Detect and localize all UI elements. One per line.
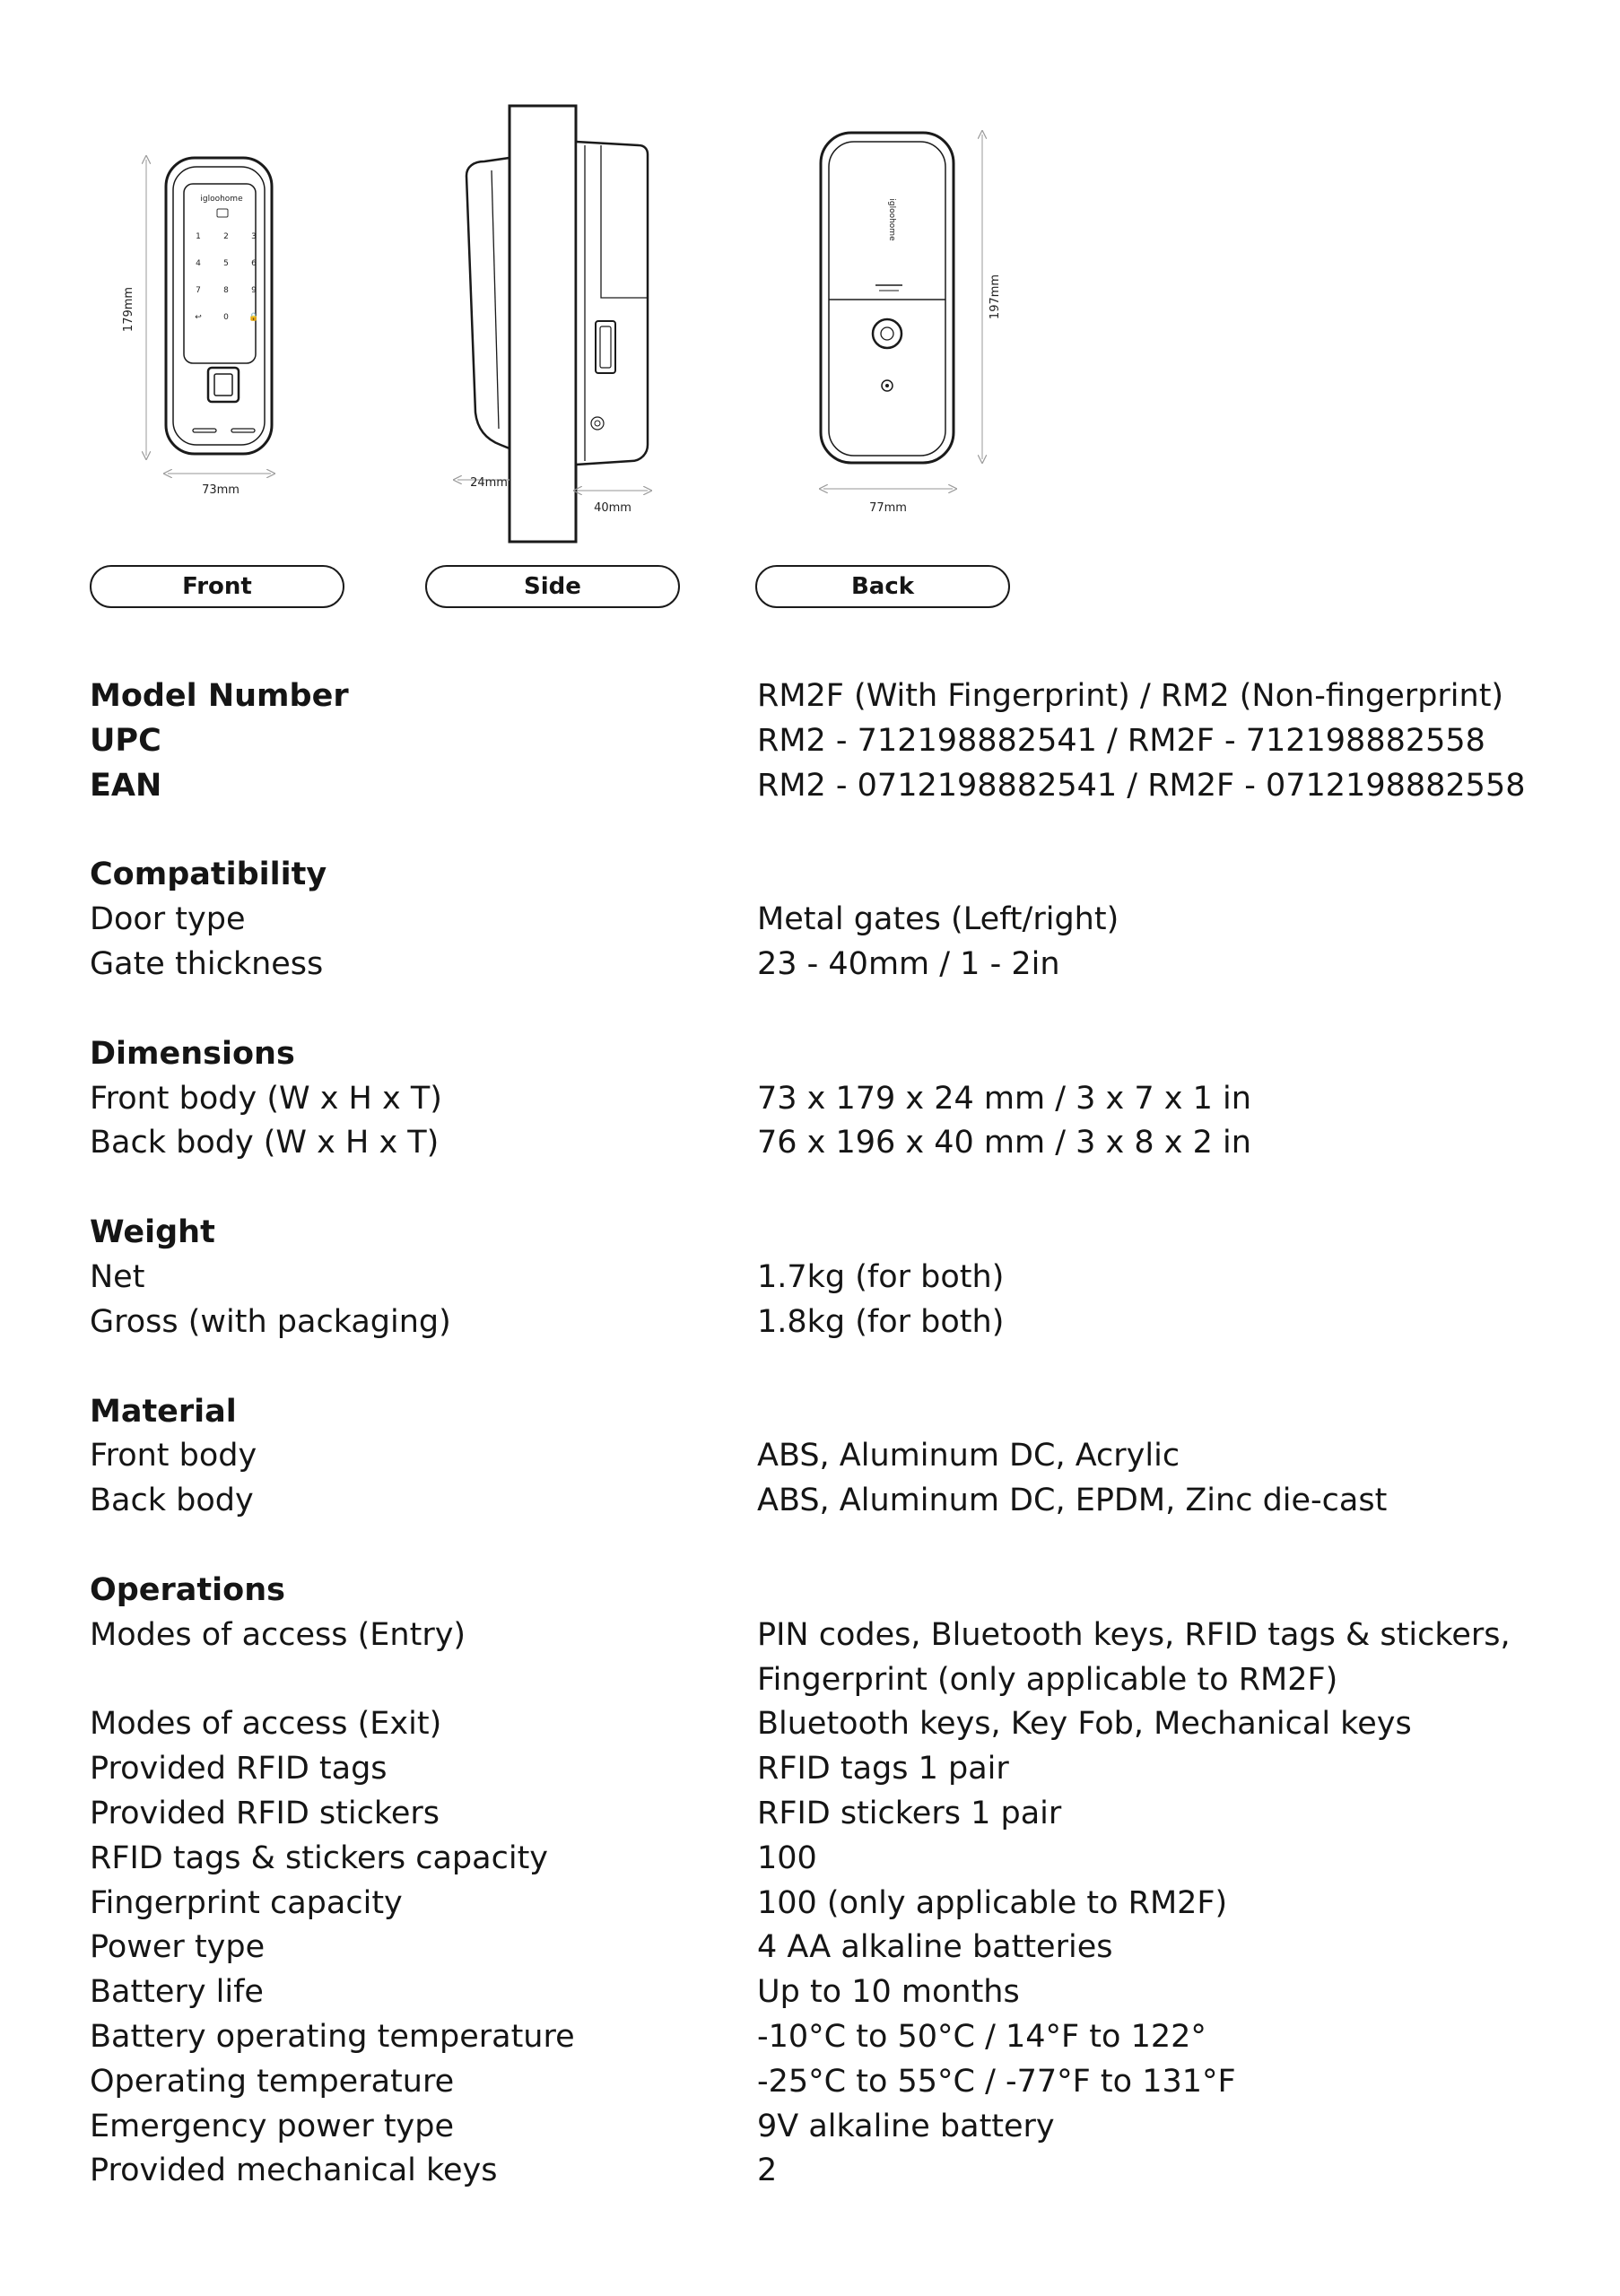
specifications — [90, 674, 1570, 2239]
back-width-label: 77mm — [869, 501, 907, 515]
spec-value: 1.8kg (for both) — [757, 1303, 1005, 1340]
operations-group — [90, 1569, 1570, 2194]
front-brand: igloohome — [200, 195, 243, 204]
spec-value: 2 — [757, 2152, 778, 2189]
side-front-thickness-label: 24mm — [470, 476, 508, 490]
spec-value: RM2 - 0712198882541 / RM2F - 0712198882558 — [757, 767, 1526, 804]
dimensions-group — [90, 1032, 1570, 1166]
spec-value: -25°C to 55°C / -77°F to 131°F — [757, 2063, 1236, 2100]
spec-row — [90, 1702, 1570, 1747]
spec-value: -10°C to 50°C / 14°F to 122° — [757, 2018, 1206, 2055]
back-height-label: 197mm — [989, 274, 1002, 320]
key-4: 4 — [196, 259, 201, 268]
spec-row — [90, 1300, 1570, 1345]
spec-row — [90, 1434, 1570, 1479]
front-width-label: 73mm — [202, 483, 240, 497]
group-title: Material — [90, 1393, 237, 1430]
front-height-label: 179mm — [122, 286, 135, 333]
spec-value: Up to 10 months — [757, 1974, 1020, 2011]
spec-value: RM2 - 712198882541 / RM2F - 712198882558 — [757, 722, 1485, 759]
key-3: 3 — [251, 232, 257, 241]
spec-label: Power type — [90, 1929, 266, 1966]
spec-label: Back body (W x H x T) — [90, 1125, 440, 1161]
spec-label: Provided mechanical keys — [90, 2152, 498, 2189]
spec-value: Bluetooth keys, Key Fob, Mechanical keys — [757, 1706, 1412, 1743]
side-back-thickness-label: 40mm — [594, 501, 631, 515]
spec-row — [90, 1882, 1570, 1926]
spec-label: Emergency power type — [90, 2108, 455, 2144]
front-view-tag: Front — [90, 565, 344, 608]
key-7: 7 — [196, 286, 201, 295]
back-brand: igloohome — [887, 198, 896, 241]
group-title: Compatibility — [90, 857, 327, 893]
spec-value: PIN codes, Bluetooth keys, RFID tags & stickers, Fingerprint (only applicable to RM2F) — [757, 1616, 1511, 1698]
spec-row — [90, 1077, 1570, 1122]
spec-row — [90, 1792, 1570, 1837]
key-back: ↩ — [195, 313, 202, 322]
spec-row — [90, 1479, 1570, 1524]
spec-row-ean — [90, 764, 1570, 809]
spec-label: EAN — [90, 767, 162, 804]
spec-value: 73 x 179 x 24 mm / 3 x 7 x 1 in — [757, 1080, 1251, 1117]
spec-label: Front body — [90, 1438, 257, 1474]
spec-row — [90, 1747, 1570, 1792]
compatibility-group — [90, 853, 1570, 987]
spec-label: Modes of access (Entry) — [90, 1616, 466, 1653]
key-5: 5 — [223, 259, 229, 268]
spec-row — [90, 943, 1570, 987]
spec-label: Model Number — [90, 678, 349, 714]
identifiers-group — [90, 674, 1570, 808]
spec-row — [90, 2149, 1570, 2194]
key-6: 6 — [251, 259, 257, 268]
spec-value: RFID tags 1 pair — [757, 1751, 1009, 1787]
spec-row — [90, 1970, 1570, 2015]
spec-label: UPC — [90, 722, 161, 759]
front-view-drawing — [122, 158, 272, 497]
spec-label: Provided RFID tags — [90, 1751, 388, 1787]
spec-label: Battery operating temperature — [90, 2018, 575, 2055]
spec-label: Modes of access (Exit) — [90, 1706, 442, 1743]
back-view-tag: Back — [755, 565, 1010, 608]
side-view-tag: Side — [425, 565, 680, 608]
spec-row — [90, 898, 1570, 943]
spec-row — [90, 2060, 1570, 2105]
spec-value: RFID stickers 1 pair — [757, 1795, 1062, 1831]
group-title: Operations — [90, 1571, 285, 1608]
spec-value: RM2F (With Fingerprint) / RM2 (Non-fingerprint) — [757, 678, 1504, 714]
product-diagrams — [0, 0, 1620, 628]
spec-label: RFID tags & stickers capacity — [90, 1839, 549, 1876]
diagram-svg — [0, 0, 1620, 628]
spec-row — [90, 1926, 1570, 1970]
key-2: 2 — [223, 232, 229, 241]
group-title: Weight — [90, 1214, 215, 1251]
spec-value: 76 x 196 x 40 mm / 3 x 8 x 2 in — [757, 1125, 1251, 1161]
key-8: 8 — [223, 286, 229, 295]
key-9: 9 — [251, 286, 257, 295]
spec-label: Operating temperature — [90, 2063, 455, 2100]
spec-value: 23 - 40mm / 1 - 2in — [757, 945, 1060, 982]
spec-value: 100 (only applicable to RM2F) — [757, 1884, 1228, 1921]
spec-row-model-number — [90, 674, 1570, 719]
spec-label: Back body — [90, 1483, 254, 1519]
key-1: 1 — [196, 232, 201, 241]
spec-label: Net — [90, 1258, 145, 1295]
spec-label: Battery life — [90, 1974, 264, 2011]
material-group — [90, 1390, 1570, 1524]
spec-label: Door type — [90, 901, 246, 938]
spec-value: 100 — [757, 1839, 817, 1876]
group-title: Dimensions — [90, 1035, 295, 1072]
spec-value: 1.7kg (for both) — [757, 1258, 1005, 1295]
spec-row — [90, 2105, 1570, 2150]
spec-value: Metal gates (Left/right) — [757, 901, 1119, 938]
spec-value: ABS, Aluminum DC, Acrylic — [757, 1438, 1180, 1474]
spec-value: 4 AA alkaline batteries — [757, 1929, 1113, 1966]
spec-row — [90, 1121, 1570, 1166]
spec-row-upc — [90, 719, 1570, 764]
spec-label: Gate thickness — [90, 945, 324, 982]
spec-value: 9V alkaline battery — [757, 2108, 1055, 2144]
key-0: 0 — [223, 313, 229, 322]
spec-label: Front body (W x H x T) — [90, 1080, 442, 1117]
spec-label: Gross (with packaging) — [90, 1303, 451, 1340]
weight-group — [90, 1211, 1570, 1344]
spec-row — [90, 2015, 1570, 2060]
spec-value: ABS, Aluminum DC, EPDM, Zinc die-cast — [757, 1483, 1388, 1519]
key-lock: 🔒 — [248, 313, 259, 322]
spec-label: Fingerprint capacity — [90, 1884, 403, 1921]
back-view-drawing — [821, 133, 1002, 515]
side-view-drawing — [457, 106, 648, 542]
spec-label: Provided RFID stickers — [90, 1795, 440, 1831]
spec-row — [90, 1837, 1570, 1882]
spec-row — [90, 1256, 1570, 1300]
spec-row — [90, 1613, 1570, 1703]
